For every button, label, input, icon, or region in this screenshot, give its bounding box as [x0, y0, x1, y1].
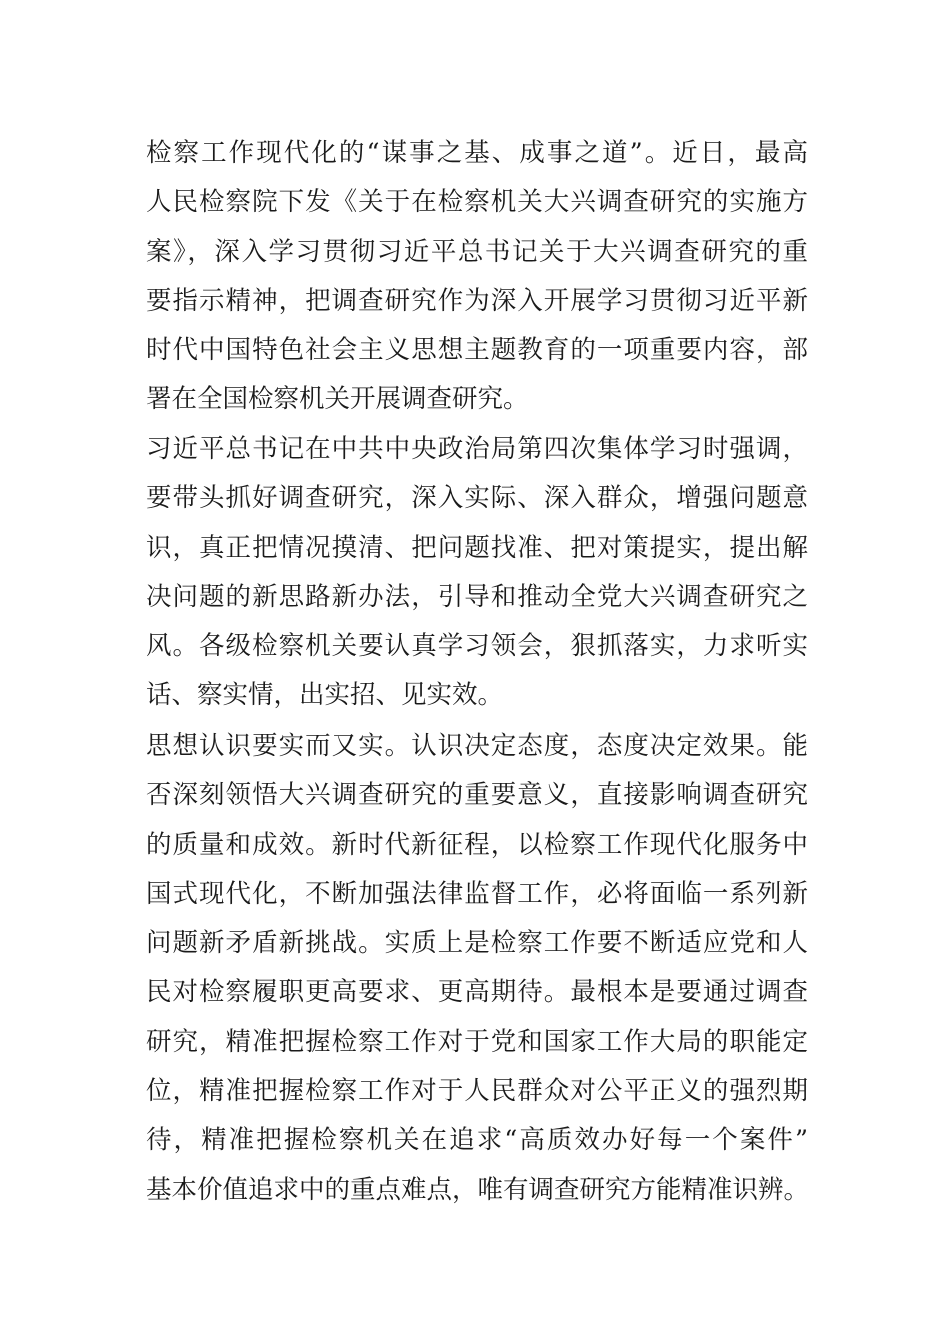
text-line: 待，精准把握检察机关在追求“高质效办好每一个案件”: [146, 1125, 808, 1156]
text-line: 识，真正把情况摸清、把问题找准、把对策提实，提出解: [146, 532, 808, 563]
text-line: 问题新矛盾新挑战。实质上是检察工作要不断适应党和人: [146, 928, 808, 959]
text-line: 思想认识要实而又实。认识决定态度，态度决定效果。能: [146, 731, 808, 761]
text-line: 要带头抓好调查研究，深入实际、深入群众，增强问题意: [146, 483, 808, 514]
text-line: 国式现代化，不断加强法律监督工作，必将面临一系列新: [146, 878, 808, 909]
text-line: 话、察实情，出实招、见实效。: [146, 680, 504, 711]
text-line: 研究，精准把握检察工作对于党和国家工作大局的职能定: [146, 1026, 808, 1057]
paragraph-1: [146, 129, 808, 425]
text-line: 基本价值追求中的重点难点，唯有调查研究方能精准识辨。: [146, 1174, 810, 1205]
text-line: 要指示精神，把调查研究作为深入开展学习贯彻习近平新: [146, 285, 808, 316]
text-line: 位，精准把握检察工作对于人民群众对公平正义的强烈期: [146, 1076, 808, 1107]
text-line: 的质量和成效。新时代新征程，以检察工作现代化服务中: [146, 829, 808, 860]
text-line: 决问题的新思路新办法，引导和推动全党大兴调查研究之: [146, 581, 808, 612]
text-line: 检察工作现代化的“谋事之基、成事之道”。近日，最高: [146, 138, 808, 168]
text-line: 否深刻领悟大兴调查研究的重要意义，直接影响调查研究: [146, 780, 808, 811]
text-line: 民对检察履职更高要求、更高期待。最根本是要通过调查: [146, 977, 808, 1008]
text-line: 习近平总书记在中共中央政治局第四次集体学习时强调，: [146, 434, 808, 464]
paragraph-3: [146, 722, 808, 1215]
text-line: 人民检察院下发《关于在检察机关大兴调查研究的实施方: [146, 187, 808, 218]
paragraph-2: [146, 425, 808, 721]
text-line: 风。各级检察机关要认真学习领会，狠抓落实，力求听实: [146, 631, 808, 662]
text-line: 署在全国检察机关开展调查研究。: [146, 384, 529, 415]
text-line: 时代中国特色社会主义思想主题教育的一项重要内容，部: [146, 335, 808, 366]
text-line: 案》，深入学习贯彻习近平总书记关于大兴调查研究的重: [146, 236, 808, 267]
